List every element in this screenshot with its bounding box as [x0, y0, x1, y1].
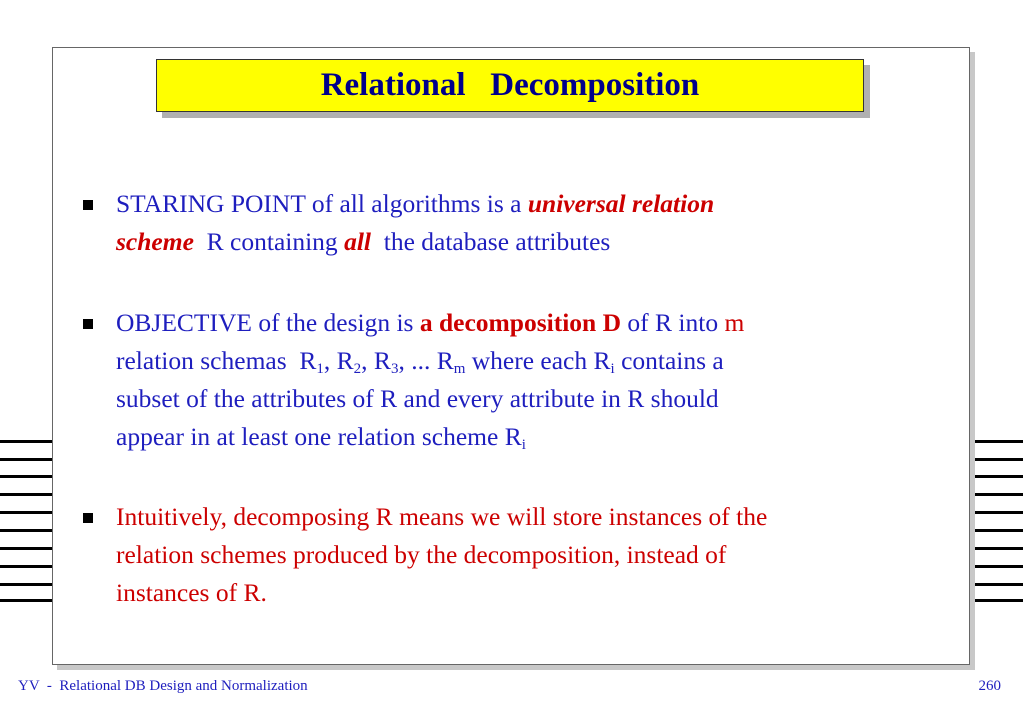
- bullet-text: appear in at least one relation scheme $R_i$: [116, 422, 526, 453]
- emphasis-text: all: [344, 227, 371, 256]
- bullet-starting-point: [80, 185, 910, 261]
- bullet-text: the database attributes: [370, 227, 611, 256]
- bullet-text: STARING POINT of all algorithms is a: [116, 189, 528, 218]
- bullet-text: instances of R.: [116, 578, 267, 607]
- title-box: [156, 59, 864, 112]
- bullet-text: subset of the attributes of R and every attribute in R should: [116, 384, 719, 413]
- bullet-text: Intuitively, decomposing R means we will store instances of the: [116, 502, 768, 531]
- footer-course-title: YV - Relational DB Design and Normalization: [18, 678, 308, 694]
- bullet-text: of R into: [621, 308, 725, 337]
- emphasis-text: scheme: [116, 227, 194, 256]
- emphasis-text: universal relation: [527, 189, 715, 218]
- bullet-text: OBJECTIVE of the design is: [116, 308, 420, 337]
- emphasis-text: a decomposition D: [419, 308, 622, 337]
- bullet-intuitively: [80, 498, 910, 612]
- page-number: 260: [978, 678, 1001, 694]
- bullet-text: R containing: [193, 227, 345, 256]
- bullet-text: relation schemes produced by the decomposition, instead of: [116, 540, 727, 569]
- bullet-objective: [80, 304, 910, 456]
- left-stripes: [0, 440, 52, 602]
- slide-content: [80, 185, 910, 612]
- bullet-marker-icon: [83, 319, 93, 329]
- bullet-marker-icon: [83, 513, 93, 523]
- emphasis-text: m: [724, 308, 745, 337]
- bullet-text: relation schemas $R_1$, $R_2$, $R_3$, ... $R_m$ where each $R_i$ contains a: [116, 346, 724, 377]
- bullet-marker-icon: [83, 200, 93, 210]
- right-stripes: [972, 440, 1023, 602]
- slide-title: Relational Decomposition: [320, 67, 700, 103]
